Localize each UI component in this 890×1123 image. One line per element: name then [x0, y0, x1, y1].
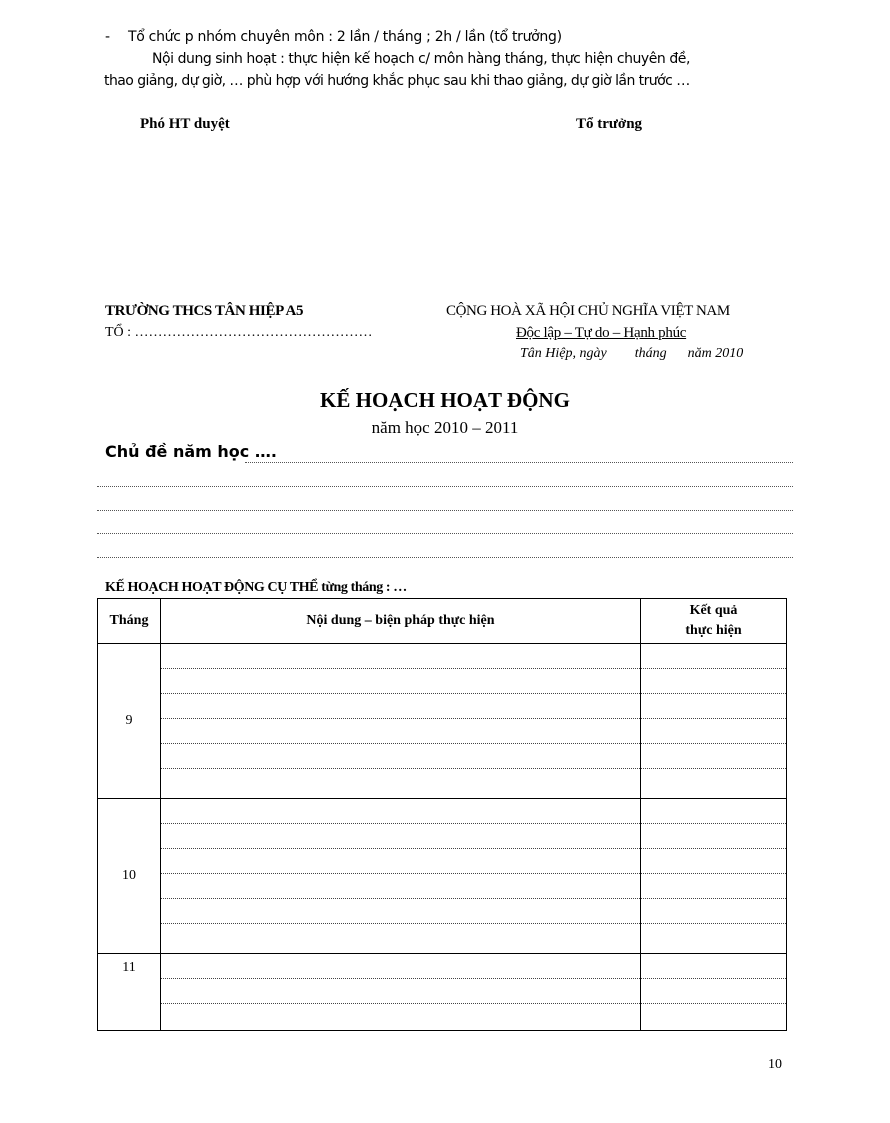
table-row	[98, 799, 787, 954]
document-title: KẾ HOẠCH HOẠT ĐỘNG	[320, 388, 570, 412]
content-cell	[161, 644, 641, 799]
national-motto: Độc lập – Tự do – Hạnh phúc	[516, 325, 687, 341]
intro-line-3: thao giảng, dự giờ, … phù hợp với hướng khắc phục sau khi thao giảng, dự giờ lần trước …	[104, 73, 690, 89]
column-header-result-line-2: thực hiện	[685, 623, 742, 638]
activity-plan-table	[97, 598, 787, 1031]
month-cell: 9	[98, 644, 161, 799]
column-header-content: Nội dung – biện pháp thực hiện	[161, 599, 641, 644]
month-cell: 11	[98, 954, 161, 1031]
signature-group-leader: Tổ trưởng	[576, 116, 643, 132]
month-cell: 10	[98, 799, 161, 954]
year-theme-label: Chủ đề năm học ….	[105, 442, 277, 461]
table-header-row	[98, 599, 787, 644]
result-cell	[641, 954, 787, 1031]
theme-line-2	[97, 486, 793, 487]
intro-line-1: Tổ chức p nhóm chuyên môn : 2 lần / tháng ; 2h / lần (tổ trưởng)	[128, 29, 562, 45]
signature-vice-principal: Phó HT duyệt	[140, 116, 230, 132]
intro-line-2: Nội dung sinh hoạt : thực hiện kế hoạch c/ môn hàng tháng, thực hiện chuyên đề,	[152, 51, 690, 67]
plan-heading: KẾ HOẠCH HOẠT ĐỘNG CỤ THỂ từng tháng : …	[105, 580, 407, 595]
theme-line-4	[97, 533, 793, 534]
column-header-month: Tháng	[98, 599, 161, 644]
result-cell	[641, 799, 787, 954]
theme-line-1	[245, 462, 793, 463]
school-year: năm học 2010 – 2011	[371, 418, 519, 437]
nation-title: CỘNG HOÀ XÃ HỘI CHỦ NGHĨA VIỆT NAM	[446, 303, 730, 319]
content-cell	[161, 954, 641, 1031]
group-name: TỔ : ……………………………………………	[105, 325, 373, 340]
theme-line-5	[97, 557, 793, 558]
table-row	[98, 954, 787, 1031]
table-row	[98, 644, 787, 799]
page-number: 10	[768, 1057, 782, 1072]
column-header-result	[641, 599, 787, 644]
intro-dash: -	[105, 29, 111, 45]
document-date: Tân Hiệp, ngày tháng năm 2010	[520, 346, 744, 361]
result-cell	[641, 644, 787, 799]
school-name: TRƯỜNG THCS TÂN HIỆP A5	[105, 303, 304, 319]
column-header-result-line-1: Kết quả	[689, 603, 738, 618]
content-cell	[161, 799, 641, 954]
theme-line-3	[97, 510, 793, 511]
